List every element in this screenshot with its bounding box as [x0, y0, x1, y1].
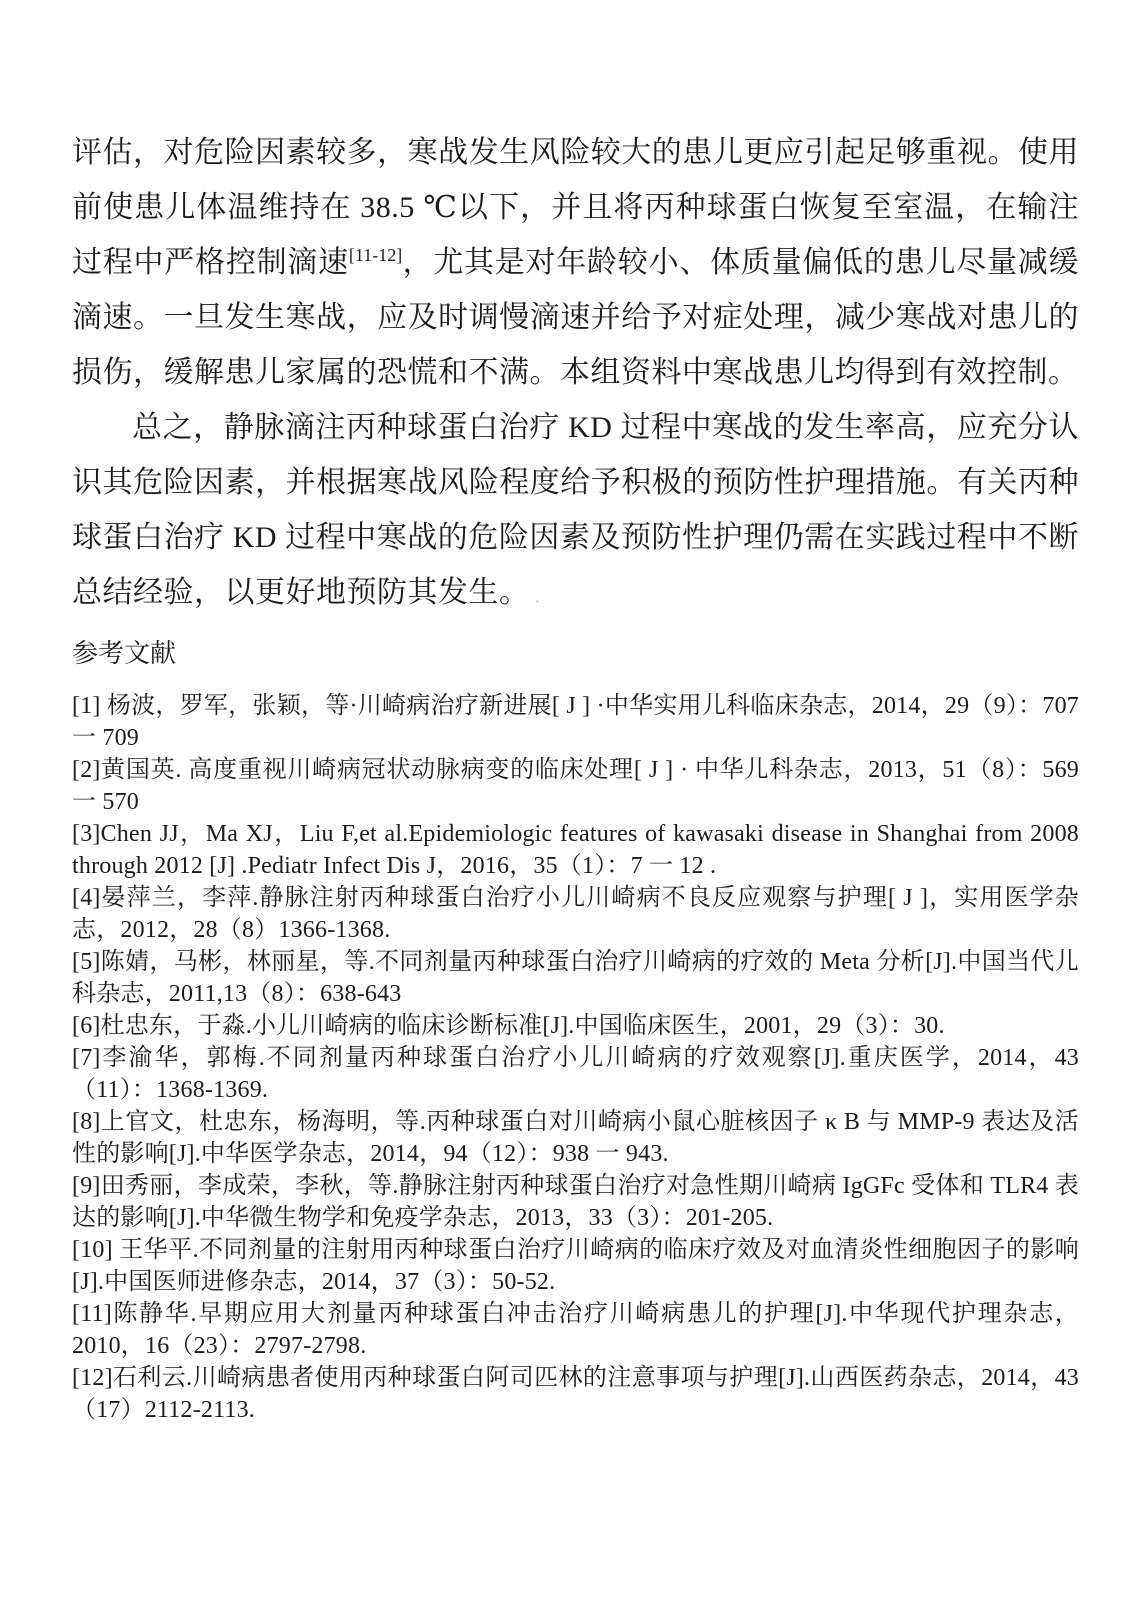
- paragraph-text: ，尤其是对年龄较小、体质量偏低的患儿尽量减缓滴速。一旦发生寒战，应及时调慢滴速并给予对症处理，减少寒战对患儿的损伤，缓解患儿家属的恐慌和不满。本组资料中寒战患儿均得到有效控制。: [72, 246, 1080, 389]
- reference-item: [11]陈静华.早期应用大剂量丙种球蛋白冲击治疗川崎病患儿的护理[J].中华现代护理杂志，2010，16（23）：2797-2798.: [72, 1301, 1079, 1359]
- reference-item: [9]田秀丽，李成荣，李秋，等.静脉注射丙种球蛋白治疗对急性期川崎病 IgGFc 受体和 TLR4 表达的影响[J].中华微生物学和免疫学杂志，2013，33（3）：201-205.: [72, 1173, 1079, 1231]
- reference-item: [6]杜忠东，于淼.小儿川崎病的临床诊断标准[J].中国临床医生，2001，29（3）：30.: [72, 1013, 945, 1039]
- paragraph-text: 总之，静脉滴注丙种球蛋白治疗 KD 过程中寒战的发生率高，应充分认识其危险因素，并根据寒战风险程度给予积极的预防性护理措施。有关丙种球蛋白治疗 KD 过程中寒战的危险因素及预防性护理仍需在实践过程中不断总结经验，以更好地预防其发生。: [72, 411, 1079, 609]
- stray-dot-mark: .: [535, 591, 539, 606]
- body-paragraph-1: [72, 125, 1079, 400]
- paragraph-text: 评估，对危险因素较多，寒战发生风险较大的患儿更应引起足够重视。使用前使患儿体温维持在 38.5 ℃以下，并且将丙种球蛋白恢复至室温，在输注过程中严格控制滴速: [72, 136, 1079, 279]
- reference-item: [1] 杨波，罗军，张颖，等·川崎病治疗新进展[ J ] ·中华实用儿科临床杂志，2014，29（9）：707 一 709: [72, 693, 1079, 751]
- reference-item: [4]晏萍兰，李萍.静脉注射丙种球蛋白治疗小儿川崎病不良反应观察与护理[ J ]，实用医学杂志，2012，28（8）1366-1368.: [72, 885, 1079, 943]
- references-heading: 参考文献: [72, 639, 177, 668]
- reference-item: [5]陈婧，马彬，林丽星，等.不同剂量丙种球蛋白治疗川崎病的疗效的 Meta 分析[J].中国当代儿科杂志，2011,13（8）：638-643: [72, 949, 1079, 1007]
- references-list: [72, 690, 1079, 1426]
- reference-item: [3]Chen JJ，Ma XJ，Liu F,et al.Epidemiologic features of kawasaki disease in Shanghai from 2008 through 2012 [J] .Pediatr Infect Dis J，2016，35（1）：7 一 12 .: [72, 821, 1079, 879]
- reference-item: [7]李渝华，郭梅.不同剂量丙种球蛋白治疗小儿川崎病的疗效观察[J].重庆医学，2014，43（11）：1368-1369.: [72, 1045, 1079, 1103]
- reference-item: [8]上官文，杜忠东，杨海明，等.丙种球蛋白对川崎病小鼠心脏核因子 κ B 与 MMP-9 表达及活性的影响[J].中华医学杂志，2014，94（12）：938 一 943.: [72, 1109, 1079, 1167]
- citation-superscript: [11-12]: [348, 245, 403, 265]
- reference-item: [2]黄国英. 高度重视川崎病冠状动脉病变的临床处理[ J ] · 中华儿科杂志，2013，51（8）：569 一 570: [72, 757, 1079, 815]
- reference-item: [12]石利云.川崎病患者使用丙种球蛋白阿司匹林的注意事项与护理[J].山西医药杂志，2014，43（17）2112-2113.: [72, 1365, 1079, 1423]
- reference-item: [10] 王华平.不同剂量的注射用丙种球蛋白治疗川崎病的临床疗效及对血清炎性细胞因子的影响[J].中国医师进修杂志，2014，37（3）：50-52.: [72, 1237, 1079, 1295]
- body-paragraph-2: [72, 400, 1079, 626]
